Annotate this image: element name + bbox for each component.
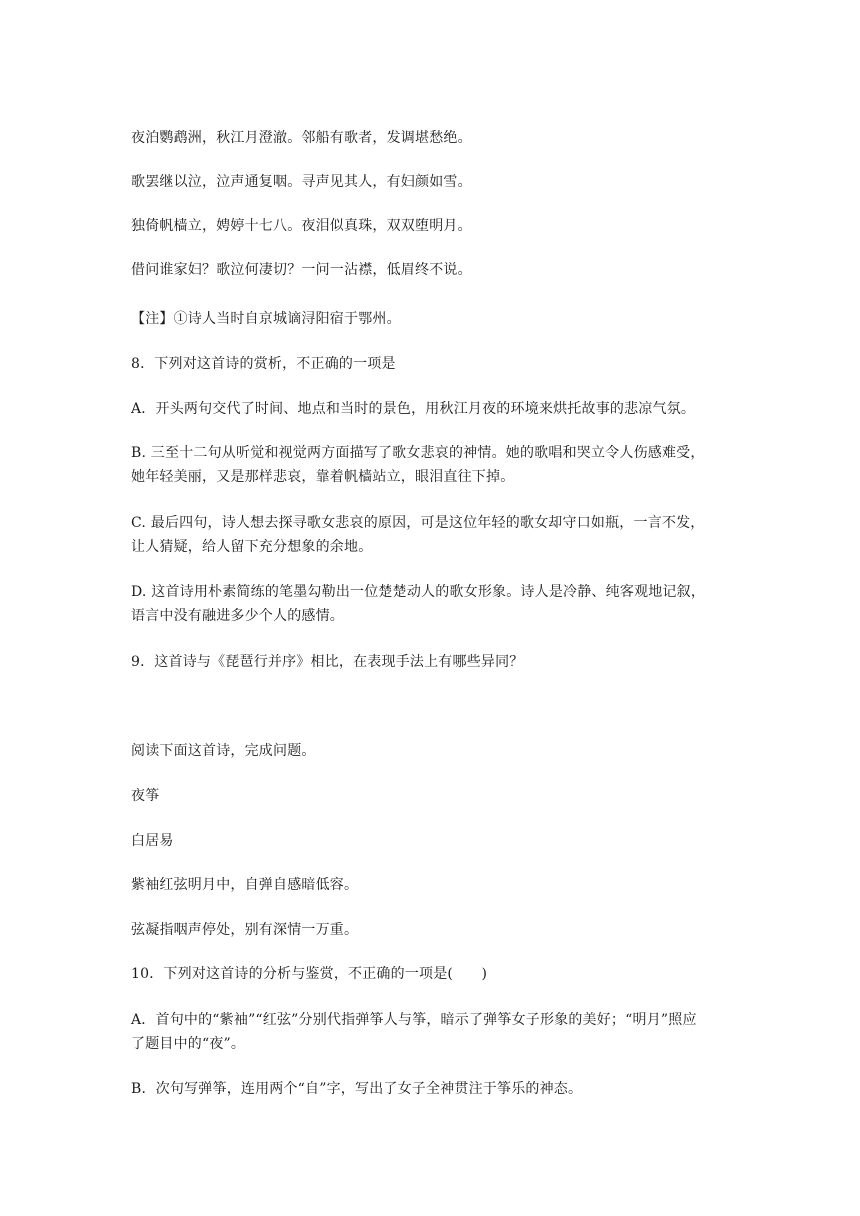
question-9-stem: 9．这首诗与《琵琶行并序》相比，在表现手法上有哪些异同？ xyxy=(131,654,524,670)
poem-note: 【注】①诗人当时自京城谪浔阳宿于鄂州。 xyxy=(131,311,401,327)
poem-line-4: 借问谁家妇？歌泣何凄切？一问一沾襟，低眉终不说。 xyxy=(131,262,472,278)
question-8-option-a: A．开头两句交代了时间、地点和当时的景色，用秋江月夜的环境来烘托故事的悲凉气氛。 xyxy=(131,401,696,417)
poem2-line-1: 紫袖红弦明月中，自弹自感暗低容。 xyxy=(131,877,359,893)
poem-line-3: 独倚帆樯立，娉婷十七八。夜泪似真珠，双双堕明月。 xyxy=(131,218,472,234)
poem-line-2: 歌罢继以泣，泣声通复咽。寻声见其人，有妇颜如雪。 xyxy=(131,174,472,190)
question-10-option-a-line2: 了题目中的“夜”。 xyxy=(131,1036,246,1052)
poem2-line-2: 弦凝指咽声停处，别有深情一万重。 xyxy=(131,922,359,938)
question-8-option-c-line2: 让人猜疑，给人留下充分想象的余地。 xyxy=(131,539,373,555)
question-8-option-d-line1: D. 这首诗用朴素简练的笔墨勾勒出一位楚楚动人的歌女形象。诗人是冷静、纯客观地记叙， xyxy=(131,584,706,600)
poem-line-1: 夜泊鹦鹉洲，秋江月澄澈。邻船有歌者，发调堪愁绝。 xyxy=(131,130,472,146)
reading-intro: 阅读下面这首诗，完成问题。 xyxy=(131,743,316,759)
question-8-option-c-line1: C. 最后四句，诗人想去探寻歌女悲哀的原因，可是这位年轻的歌女却守口如瓶，一言不发， xyxy=(131,515,705,531)
question-10-stem: 10．下列对这首诗的分析与鉴赏，不正确的一项是( ) xyxy=(131,966,488,982)
poem-author: 白居易 xyxy=(131,833,174,849)
question-8-stem: 8．下列对这首诗的赏析，不正确的一项是 xyxy=(131,356,396,372)
question-10-option-b: B．次句写弹筝，连用两个“自”字，写出了女子全神贯注于筝乐的神态。 xyxy=(131,1081,583,1097)
question-8-option-d-line2: 语言中没有融进多少个人的感情。 xyxy=(131,608,344,624)
question-8-option-b-line2: 她年轻美丽，又是那样悲哀，靠着帆樯站立，眼泪直往下掉。 xyxy=(131,469,515,485)
poem-title: 夜筝 xyxy=(131,788,160,804)
question-10-option-a-line1: A．首句中的“紫袖”“红弦”分别代指弹筝人与筝，暗示了弹筝女子形象的美好；“明月”照应 xyxy=(131,1012,697,1028)
question-8-option-b-line1: B. 三至十二句从听觉和视觉两方面描写了歌女悲哀的神情。她的歌唱和哭立令人伤感难受， xyxy=(131,445,705,461)
